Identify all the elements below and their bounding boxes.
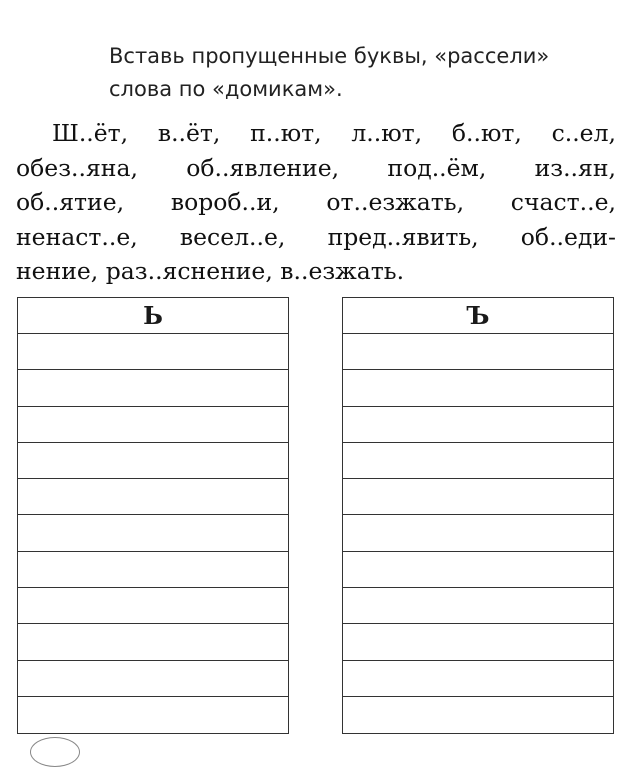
answer-row[interactable]	[18, 407, 288, 443]
soft-sign-table	[17, 297, 289, 734]
answer-row[interactable]	[18, 370, 288, 406]
answer-row[interactable]	[18, 697, 288, 733]
answer-row[interactable]	[18, 588, 288, 624]
answer-row[interactable]	[18, 443, 288, 479]
task-instruction	[109, 40, 629, 106]
answer-row[interactable]	[343, 479, 613, 515]
answer-row[interactable]	[343, 334, 613, 370]
answer-row[interactable]	[343, 370, 613, 406]
answer-row[interactable]	[18, 334, 288, 370]
answer-row[interactable]	[18, 479, 288, 515]
answer-row[interactable]	[343, 407, 613, 443]
answer-row[interactable]	[343, 515, 613, 551]
hard-sign-table	[342, 297, 614, 734]
exercise-line-3: об..ятие, вороб..и, от..езжать, счаст..е,	[16, 188, 616, 216]
answer-row[interactable]	[18, 515, 288, 551]
exercise-line-5: нение, раз..яснение, в..езжать.	[16, 257, 405, 285]
answer-row[interactable]	[343, 661, 613, 697]
soft-sign-header: Ь	[18, 298, 288, 334]
instruction-line-2: слова по «домикам».	[109, 77, 343, 101]
answer-row[interactable]	[18, 661, 288, 697]
exercise-line-2: обез..яна, об..явление, под..ём, из..ян,	[16, 153, 616, 182]
page-corner-mark	[30, 737, 80, 767]
instruction-line-1: Вставь пропущенные буквы, «рассели»	[109, 44, 550, 68]
hard-sign-header: Ъ	[343, 298, 613, 334]
exercise-line-1: Ш..ёт, в..ёт, п..ют, л..ют, б..ют, с..ел,	[52, 119, 616, 147]
answer-row[interactable]	[343, 697, 613, 733]
answer-row[interactable]	[343, 588, 613, 624]
exercise-text	[16, 116, 616, 289]
exercise-line-4: ненаст..е, весел..е, пред..явить, об..еди-	[16, 222, 616, 251]
answer-row[interactable]	[343, 624, 613, 660]
answer-row[interactable]	[18, 624, 288, 660]
hard-sign-rows	[343, 334, 613, 733]
answer-row[interactable]	[18, 552, 288, 588]
soft-sign-rows	[18, 334, 288, 733]
answer-row[interactable]	[343, 443, 613, 479]
answer-row[interactable]	[343, 552, 613, 588]
